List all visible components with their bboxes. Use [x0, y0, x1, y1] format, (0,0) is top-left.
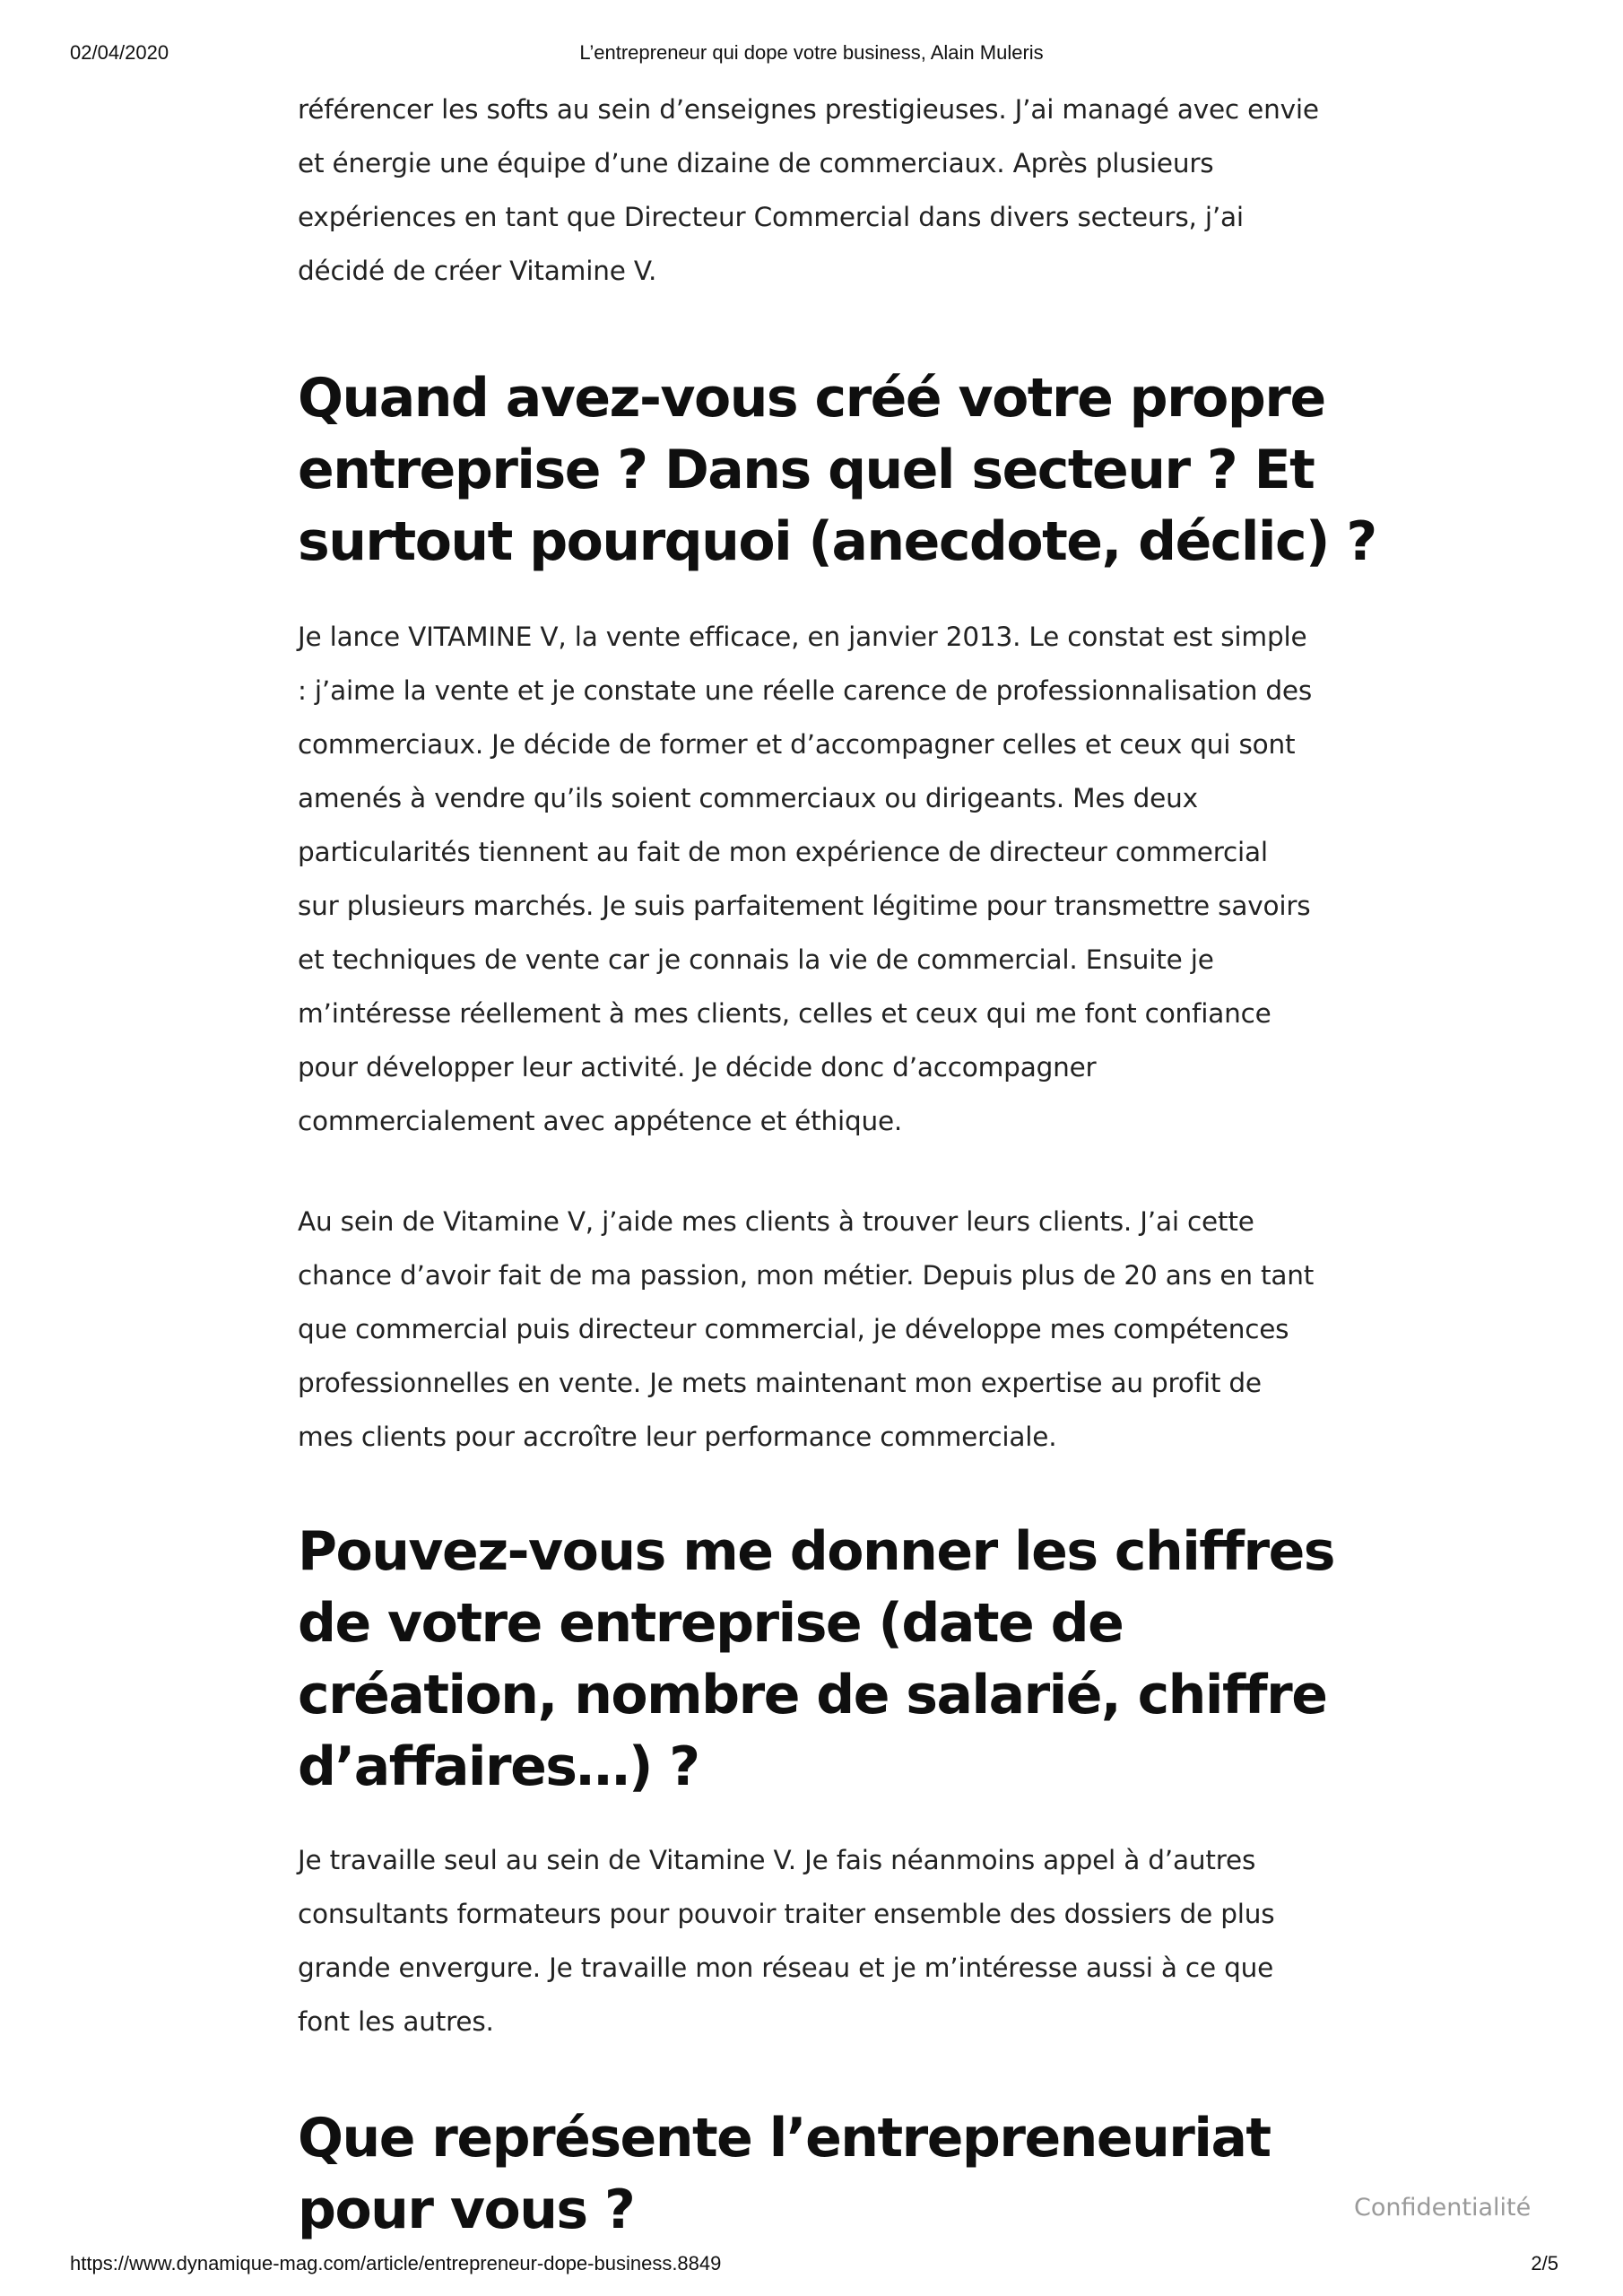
paragraph-line: Au sein de Vitamine V, j’aide mes clients à trouver leurs clients. J’ai cette	[298, 1206, 1254, 1237]
paragraph-line: sur plusieurs marchés. Je suis parfaitement légitime pour transmettre savoirs	[298, 891, 1311, 921]
heading-line: pour vous ?	[298, 2179, 635, 2241]
paragraph-line: et énergie une équipe d’une dizaine de commerciaux. Après plusieurs	[298, 148, 1214, 178]
heading-line: de votre entreprise (date de	[298, 1592, 1124, 1655]
paragraph-line: que commercial puis directeur commercial, je développe mes compétences	[298, 1314, 1289, 1344]
paragraph-line: consultants formateurs pour pouvoir traiter ensemble des dossiers de plus	[298, 1899, 1275, 1929]
paragraph-line: grande envergure. Je travaille mon réseau et je m’intéresse aussi à ce que	[298, 1952, 1274, 1983]
print-page-number: 2/5	[1531, 2252, 1558, 2274]
section-heading-creation	[298, 362, 1376, 578]
paragraph-line: commerciaux. Je décide de former et d’accompagner celles et ceux qui sont	[298, 729, 1296, 760]
heading-line: surtout pourquoi (anecdote, déclic) ?	[298, 510, 1376, 573]
paragraph-line: Je travaille seul au sein de Vitamine V. Je fais néanmoins appel à d’autres	[298, 1845, 1256, 1875]
print-page-title: L’entrepreneur qui dope votre business, Alain Muleris	[579, 41, 1044, 64]
print-footer	[0, 2252, 1623, 2279]
article-paragraph	[298, 610, 1356, 1148]
paragraph-line: professionnelles en vente. Je mets maintenant mon expertise au profit de	[298, 1368, 1262, 1398]
heading-line: Pouvez-vous me donner les chiffres	[298, 1520, 1334, 1583]
paragraph-line: mes clients pour accroître leur performance commerciale.	[298, 1422, 1057, 1452]
paragraph-line: chance d’avoir fait de ma passion, mon métier. Depuis plus de 20 ans en tant	[298, 1260, 1315, 1291]
section-heading-figures	[298, 1516, 1356, 1803]
section-heading-entrepreneurship	[298, 2102, 1356, 2246]
heading-line: création, nombre de salarié, chiffre	[298, 1664, 1327, 1726]
paragraph-line: m’intéresse réellement à mes clients, celles et ceux qui me font confiance	[298, 998, 1271, 1029]
print-header	[0, 41, 1623, 68]
paragraph-line: décidé de créer Vitamine V.	[298, 256, 657, 286]
print-url: https://www.dynamique-mag.com/article/entrepreneur-dope-business.8849	[70, 2252, 722, 2274]
paragraph-line: font les autres.	[298, 2006, 494, 2037]
paragraph-line: référencer les softs au sein d’enseignes prestigieuses. J’ai managé avec envie	[298, 94, 1319, 125]
article-paragraph	[298, 1833, 1356, 2048]
heading-line: d’affaires…) ?	[298, 1735, 699, 1798]
paragraph-line: Je lance VITAMINE V, la vente efficace, en janvier 2013. Le constat est simple	[298, 622, 1307, 652]
print-date: 02/04/2020	[70, 41, 169, 64]
heading-line: Quand avez-vous créé votre propre	[298, 367, 1325, 430]
paragraph-line: pour développer leur activité. Je décide donc d’accompagner	[298, 1052, 1097, 1083]
paragraph-line: particularités tiennent au fait de mon expérience de directeur commercial	[298, 837, 1268, 867]
paragraph-line: amenés à vendre qu’ils soient commerciaux ou dirigeants. Mes deux	[298, 783, 1198, 813]
heading-line: entreprise ? Dans quel secteur ? Et	[298, 439, 1315, 501]
article-paragraph	[298, 83, 1356, 298]
paragraph-line: : j’aime la vente et je constate une réelle carence de professionnalisation des	[298, 675, 1313, 706]
paragraph-line: et techniques de vente car je connais la vie de commercial. Ensuite je	[298, 944, 1214, 975]
paragraph-line: expériences en tant que Directeur Commercial dans divers secteurs, j’ai	[298, 202, 1244, 232]
article-body	[298, 83, 1376, 2246]
paragraph-line: commercialement avec appétence et éthique.	[298, 1106, 903, 1136]
confidentiality-link[interactable]: Confidentialité	[1354, 2194, 1532, 2222]
heading-line: Que représente l’entrepreneuriat	[298, 2107, 1271, 2170]
article-paragraph	[298, 1195, 1356, 1464]
